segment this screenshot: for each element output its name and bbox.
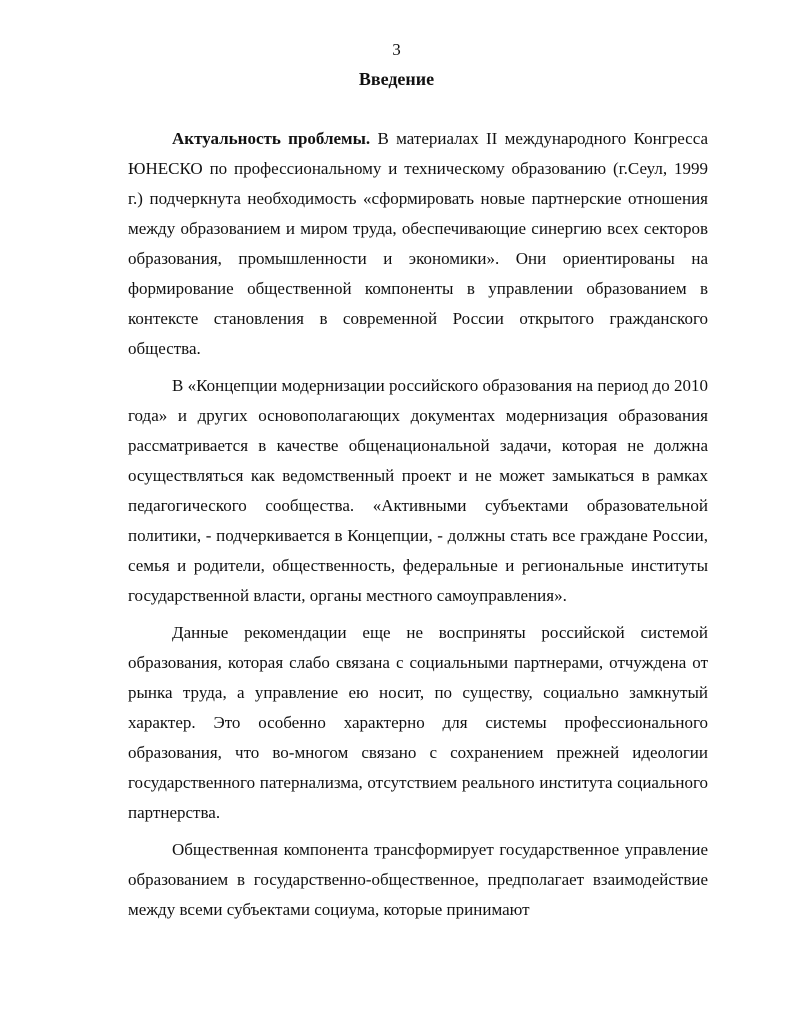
paragraph-public-component: Общественная компонента трансформирует государственное управление образованием в государственно-общественное, предполагает взаимодействие между всеми субъектами социума, которые принимают bbox=[128, 840, 708, 919]
paragraph-relevance bbox=[128, 124, 708, 364]
paragraph-lead-relevance: Актуальность проблемы. bbox=[172, 129, 371, 148]
document-body bbox=[128, 124, 708, 925]
paragraph-recommendations: Данные рекомендации еще не восприняты российской системой образования, которая слабо связана с социальными партнерами, отчуждена от рынка труда, а управление ею носит, по существу, социально замкнутый характер. Это особенно характерно для системы профессионального образования, что во-многом связано с сохранением прежней идеологии государственного патернализма, отсутствием реального института социального партнерства. bbox=[128, 623, 708, 822]
paragraph-text-relevance: В материалах II международного Конгресса ЮНЕСКО по профессиональному и техническому образованию (г.Сеул, 1999 г.) подчеркнута необходимость «сформировать новые партнерские отношения между образованием и миром труда, обеспечивающие синергию всех секторов образования, промышленности и экономики». Они ориентированы на формирование общественной компоненты в управлении образованием в контексте становления в современной России открытого гражданского общества. bbox=[128, 129, 709, 358]
page-number: 3 bbox=[392, 40, 401, 59]
paragraph-concept: В «Концепции модернизации российского образования на период до 2010 года» и других основополагающих документах модернизация образования рассматривается в качестве общенациональной задачи, которая не должна осуществляться как ведомственный проект и не может замыкаться в рамках педагогического сообщества. «Активными субъектами образовательной политики, - подчеркивается в Концепции, - должны стать все граждане России, семья и родители, общественность, федеральные и региональные институты государственной власти, органы местного самоуправления». bbox=[128, 376, 708, 605]
page-heading: Введение bbox=[358, 69, 435, 89]
